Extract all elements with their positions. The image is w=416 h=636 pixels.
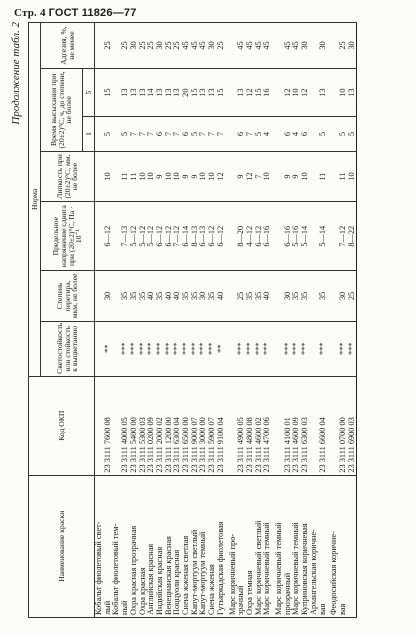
drying-1-cell: 7 (246, 117, 255, 151)
okp-cell: 23 3111 7600 08 (104, 376, 113, 475)
drying-5-cell: 13 (121, 69, 130, 117)
adhesion-cell: 30 (208, 23, 217, 69)
drying-1-cell: 5 (339, 117, 348, 151)
lightfastness-cell: *** (255, 321, 264, 376)
stickiness-cell: 10 (301, 151, 310, 202)
grind-cell: 35 (182, 271, 191, 322)
okp-cell: 23 3111 0200 09 (147, 376, 156, 475)
viscosity-cell: 4—12 (246, 202, 255, 271)
col-header-grind: Степень перетира, мкм, не более (41, 271, 95, 322)
table-row (263, 23, 272, 618)
lightfastness-cell: *** (165, 321, 174, 376)
table-row (330, 23, 339, 618)
drying-5-cell: 13 (130, 69, 139, 117)
paint-name-cell: Куприновская коричневая (301, 475, 310, 617)
adhesion-cell: 25 (139, 23, 148, 69)
grind-cell: 35 (319, 271, 328, 322)
stickiness-cell: 10 (173, 151, 182, 202)
stickiness-cell: 10 (165, 151, 174, 202)
table-row (173, 23, 182, 618)
okp-cell: 23 3111 3000 00 (199, 376, 208, 475)
page-number: Стр. 4 (14, 7, 46, 19)
drying-1-cell: 6 (182, 117, 191, 151)
stickiness-cell: 9 (292, 151, 301, 202)
drying-5-cell: 10 (292, 69, 301, 117)
stickiness-cell: 11 (339, 151, 348, 202)
table-header (29, 23, 95, 618)
lightfastness-cell: *** (139, 321, 148, 376)
adhesion-cell: 25 (104, 23, 113, 69)
stickiness-cell: 9 (284, 151, 293, 202)
lightfastness-cell: *** (284, 321, 293, 376)
paint-name-cell: ный (121, 475, 130, 617)
drying-1-cell: 6 (237, 117, 246, 151)
drying-5-cell: 13 (199, 69, 208, 117)
col-header-drying: Время высыхания при (20±2)°С, ч, до степени, не более (41, 69, 83, 152)
grind-cell: 30 (104, 271, 113, 322)
lightfastness-cell: ** (104, 321, 113, 376)
okp-cell: 23 3111 6300 03 (301, 376, 310, 475)
col-header-okp: Код ОКП (29, 376, 95, 475)
stickiness-cell: 10 (147, 151, 156, 202)
adhesion-cell: 45 (284, 23, 293, 69)
viscosity-cell: 6—12 (104, 202, 113, 271)
paint-name-cell: Капут-мортуум светлый (191, 475, 200, 617)
viscosity-cell: 6—13 (199, 202, 208, 271)
viscosity-cell: 5—14 (301, 202, 310, 271)
table-row (237, 23, 246, 618)
paint-name-cell: Английская красная (147, 475, 156, 617)
viscosity-cell: 6—16 (263, 202, 272, 271)
table-row (156, 23, 165, 618)
lightfastness-cell: *** (182, 321, 191, 376)
grind-cell: 40 (147, 271, 156, 322)
table-row (112, 23, 121, 618)
viscosity-cell: 6—14 (182, 202, 191, 271)
col-header-adhesion: Адгезия, %, не менее (41, 23, 95, 69)
drying-5-cell: 13 (173, 69, 182, 117)
okp-cell: 23 3111 2000 02 (156, 376, 165, 475)
okp-cell: 23 3111 4900 05 (237, 376, 246, 475)
grind-cell: 40 (217, 271, 226, 322)
lightfastness-cell: *** (348, 321, 357, 376)
grind-cell: 35 (246, 271, 255, 322)
drying-1-cell: 7 (139, 117, 148, 151)
stickiness-cell: 12 (246, 151, 255, 202)
okp-cell: 23 3111 1200 00 (165, 376, 174, 475)
lightfastness-cell: *** (208, 321, 217, 376)
stickiness-cell: 7 (255, 151, 264, 202)
table-row (229, 23, 238, 618)
drying-1-cell: 7 (130, 117, 139, 151)
viscosity-cell: 6—12 (217, 202, 226, 271)
table-row (310, 23, 319, 618)
stickiness-cell: 9 (237, 151, 246, 202)
okp-cell: 23 3111 6600 04 (319, 376, 328, 475)
adhesion-cell: 25 (121, 23, 130, 69)
paint-name-cell: лый (104, 475, 113, 617)
col-header-stickiness: Липкость при (20±2)°С, мм, не более (41, 151, 95, 202)
paint-name-cell: Капут-мортуум темный (199, 475, 208, 617)
lightfastness-cell: *** (191, 321, 200, 376)
lightfastness-cell: *** (147, 321, 156, 376)
paint-name-cell: Гутьяркадская фиолетовая (217, 475, 226, 617)
paint-name-cell: Охра красная (139, 475, 148, 617)
stickiness-cell: 10 (199, 151, 208, 202)
paint-name-cell: прозрачный (284, 475, 293, 617)
grind-cell: 30 (284, 271, 293, 322)
adhesion-cell: 30 (348, 23, 357, 69)
table-row (130, 23, 139, 618)
grind-cell: 35 (255, 271, 264, 322)
grind-cell: 35 (191, 271, 200, 322)
okp-cell: 23 3111 4700 06 (263, 376, 272, 475)
drying-5-cell: 15 (217, 69, 226, 117)
stickiness-cell: 10 (208, 151, 217, 202)
stickiness-cell: 12 (217, 151, 226, 202)
paint-name-cell: вая (339, 475, 348, 617)
standard-number: ГОСТ 11826—77 (48, 7, 137, 19)
drying-1-cell: 5 (255, 117, 264, 151)
adhesion-cell: 45 (237, 23, 246, 69)
table-row (348, 23, 357, 618)
drying-1-cell: 5 (319, 117, 328, 151)
stickiness-cell: 9 (156, 151, 165, 202)
col-header-name: Наименование краски (29, 475, 95, 617)
okp-cell: 23 3111 0700 00 (339, 376, 348, 475)
table-row (182, 23, 191, 618)
paint-name-cell: Марс коричневый светлый (255, 475, 264, 617)
okp-cell: 23 3111 5400 00 (130, 376, 139, 475)
paint-name-cell: Индийская красная (156, 475, 165, 617)
stickiness-cell: 10 (263, 151, 272, 202)
table-row (339, 23, 348, 618)
lightfastness-cell: *** (173, 321, 182, 376)
drying-5-cell: 14 (147, 69, 156, 117)
paint-name-cell: Охра темная (246, 475, 255, 617)
drying-5-cell: 13 (237, 69, 246, 117)
paint-name-cell: Кобальт фиолетовый тем- (112, 475, 121, 617)
drying-1-cell: 6 (284, 117, 293, 151)
grind-cell: 30 (339, 271, 348, 322)
okp-cell: 23 3111 5300 03 (139, 376, 148, 475)
adhesion-cell: 45 (182, 23, 191, 69)
col-header-viscosity: Предельное напряжение сдвига при (20±2)°С, Па · 10⁻¹ (41, 202, 95, 271)
drying-5-cell: 20 (182, 69, 191, 117)
drying-5-cell: 15 (191, 69, 200, 117)
drying-1-cell: 6 (156, 117, 165, 151)
lightfastness-cell: *** (301, 321, 310, 376)
paint-name-cell: зрачный (237, 475, 246, 617)
drying-1-cell: 4 (263, 117, 272, 151)
table-row (217, 23, 226, 618)
drying-5-cell: 13 (208, 69, 217, 117)
adhesion-cell: 45 (199, 23, 208, 69)
table-row (147, 23, 156, 618)
viscosity-cell: 5—14 (319, 202, 328, 271)
page-header (14, 7, 137, 19)
paint-name-cell: Кобальт фиолетовый свет- (95, 475, 104, 617)
drying-5-cell: 10 (339, 69, 348, 117)
stickiness-cell: 10 (139, 151, 148, 202)
lightfastness-cell: *** (121, 321, 130, 376)
paint-name-cell (348, 475, 357, 617)
adhesion-cell: 30 (301, 23, 310, 69)
lightfastness-cell: *** (292, 321, 301, 376)
grind-cell: 25 (237, 271, 246, 322)
drying-1-cell: 7 (208, 117, 217, 151)
lightfastness-cell: *** (339, 321, 348, 376)
okp-cell: 23 3111 9100 04 (217, 376, 226, 475)
okp-cell: 23 3111 4000 05 (121, 376, 130, 475)
grind-cell: 25 (348, 271, 357, 322)
viscosity-cell: 5—12 (139, 202, 148, 271)
table-row (165, 23, 174, 618)
grind-cell: 35 (121, 271, 130, 322)
drying-5-cell: 12 (301, 69, 310, 117)
stickiness-cell: 9 (182, 151, 191, 202)
table-continuation-caption: Продолжение табл. 2 (10, 22, 22, 125)
adhesion-cell: 45 (246, 23, 255, 69)
drying-1-cell: 5 (104, 117, 113, 151)
lightfastness-cell: *** (237, 321, 246, 376)
drying-5-cell: 13 (348, 69, 357, 117)
okp-cell: 23 3111 9000 07 (191, 376, 200, 475)
viscosity-cell: 5—12 (130, 202, 139, 271)
paint-name-cell: Марс коричневый про- (229, 475, 238, 617)
adhesion-cell: 45 (263, 23, 272, 69)
okp-cell: 23 3111 6500 00 (182, 376, 191, 475)
grind-cell: 30 (199, 271, 208, 322)
drying-5-cell: 12 (246, 69, 255, 117)
paint-name-cell: Марс коричневый темный (263, 475, 272, 617)
stickiness-cell: 11 (121, 151, 130, 202)
drying-1-cell: 7 (173, 117, 182, 151)
lightfastness-cell: *** (319, 321, 328, 376)
col-header-drying-5: 5 (83, 69, 95, 117)
drying-1-cell: 7 (165, 117, 174, 151)
lightfastness-cell: *** (156, 321, 165, 376)
drying-1-cell: 6 (301, 117, 310, 151)
rotated-table-block (10, 22, 404, 618)
adhesion-cell: 25 (217, 23, 226, 69)
okp-cell: 23 3111 6900 03 (348, 376, 357, 475)
col-header-drying-1: 1 (83, 117, 95, 151)
adhesion-cell: 30 (319, 23, 328, 69)
table-row (275, 23, 284, 618)
drying-5-cell: 15 (104, 69, 113, 117)
grind-cell: 35 (292, 271, 301, 322)
paint-properties-table (28, 22, 357, 618)
drying-1-cell: 7 (147, 117, 156, 151)
okp-cell: 23 3111 4600 09 (292, 376, 301, 475)
okp-cell: 23 3111 5900 07 (208, 376, 217, 475)
viscosity-cell: 5—12 (147, 202, 156, 271)
adhesion-cell: 25 (339, 23, 348, 69)
stickiness-cell: 11 (130, 151, 139, 202)
adhesion-cell: 30 (130, 23, 139, 69)
viscosity-cell: 6—12 (156, 202, 165, 271)
paint-name-cell: Марс коричневый темный (292, 475, 301, 617)
lightfastness-cell: ** (217, 321, 226, 376)
paint-name-cell: Венецианская красная (165, 475, 174, 617)
paint-name-cell: Поццуоли красная (173, 475, 182, 617)
table-row (139, 23, 148, 618)
grind-cell: 40 (173, 271, 182, 322)
drying-5-cell: 12 (284, 69, 293, 117)
drying-5-cell: 15 (255, 69, 264, 117)
adhesion-cell: 45 (191, 23, 200, 69)
stickiness-cell: 9 (191, 151, 200, 202)
paint-name-cell: Сиена жженая (208, 475, 217, 617)
viscosity-cell: 7—13 (121, 202, 130, 271)
lightfastness-cell: *** (246, 321, 255, 376)
adhesion-cell: 25 (173, 23, 182, 69)
adhesion-cell: 30 (156, 23, 165, 69)
table-body (95, 23, 357, 618)
adhesion-cell: 25 (147, 23, 156, 69)
paint-name-cell: Архангельская коричне- (310, 475, 319, 617)
viscosity-cell: 6—12 (208, 202, 217, 271)
table-row (191, 23, 200, 618)
drying-1-cell: 5 (348, 117, 357, 151)
viscosity-cell: 7—12 (339, 202, 348, 271)
viscosity-cell: 6—16 (284, 202, 293, 271)
adhesion-cell: 45 (255, 23, 264, 69)
stickiness-cell: 11 (319, 151, 328, 202)
grind-cell: 35 (208, 271, 217, 322)
viscosity-cell: 5—16 (292, 202, 301, 271)
drying-1-cell: 4 (292, 117, 301, 151)
drying-5-cell: 13 (165, 69, 174, 117)
lightfastness-cell: *** (263, 321, 272, 376)
okp-cell: 23 3111 4800 08 (246, 376, 255, 475)
viscosity-cell: 7—12 (173, 202, 182, 271)
drying-5-cell: 13 (156, 69, 165, 117)
viscosity-cell: 6—12 (165, 202, 174, 271)
grind-cell: 35 (156, 271, 165, 322)
drying-5-cell: 13 (139, 69, 148, 117)
drying-5-cell: 13 (319, 69, 328, 117)
col-header-norm: Норма (29, 23, 41, 377)
okp-cell: 23 3111 4100 01 (284, 376, 293, 475)
grind-cell: 40 (165, 271, 174, 322)
grind-cell: 35 (301, 271, 310, 322)
okp-cell: 23 3111 6300 04 (173, 376, 182, 475)
col-header-lightfastness: Светостойкость или стойкость к выцветанию (41, 321, 95, 376)
okp-cell: 23 3111 4600 02 (255, 376, 264, 475)
drying-1-cell: 5 (121, 117, 130, 151)
paint-name-cell: Охра красная прозрачная (130, 475, 139, 617)
table-row (199, 23, 208, 618)
viscosity-cell: 8—20 (237, 202, 246, 271)
adhesion-cell: 45 (292, 23, 301, 69)
adhesion-cell: 25 (165, 23, 174, 69)
viscosity-cell: 8—22 (348, 202, 357, 271)
paint-name-cell: Сиена жженая светлая (182, 475, 191, 617)
grind-cell: 35 (139, 271, 148, 322)
paint-name-cell: Феодосийская коричне- (330, 475, 339, 617)
table-row (319, 23, 328, 618)
viscosity-cell: 8—13 (191, 202, 200, 271)
paint-name-cell: Марс коричневый темный (275, 475, 284, 617)
drying-1-cell: 7 (217, 117, 226, 151)
lightfastness-cell: *** (130, 321, 139, 376)
viscosity-cell: 6—12 (255, 202, 264, 271)
grind-cell: 40 (263, 271, 272, 322)
drying-1-cell: 5 (191, 117, 200, 151)
grind-cell: 35 (130, 271, 139, 322)
stickiness-cell: 10 (104, 151, 113, 202)
table-row (95, 23, 104, 618)
drying-1-cell: 7 (199, 117, 208, 151)
paint-name-cell: вая (319, 475, 328, 617)
stickiness-cell: 10 (348, 151, 357, 202)
lightfastness-cell: *** (199, 321, 208, 376)
drying-5-cell: 16 (263, 69, 272, 117)
